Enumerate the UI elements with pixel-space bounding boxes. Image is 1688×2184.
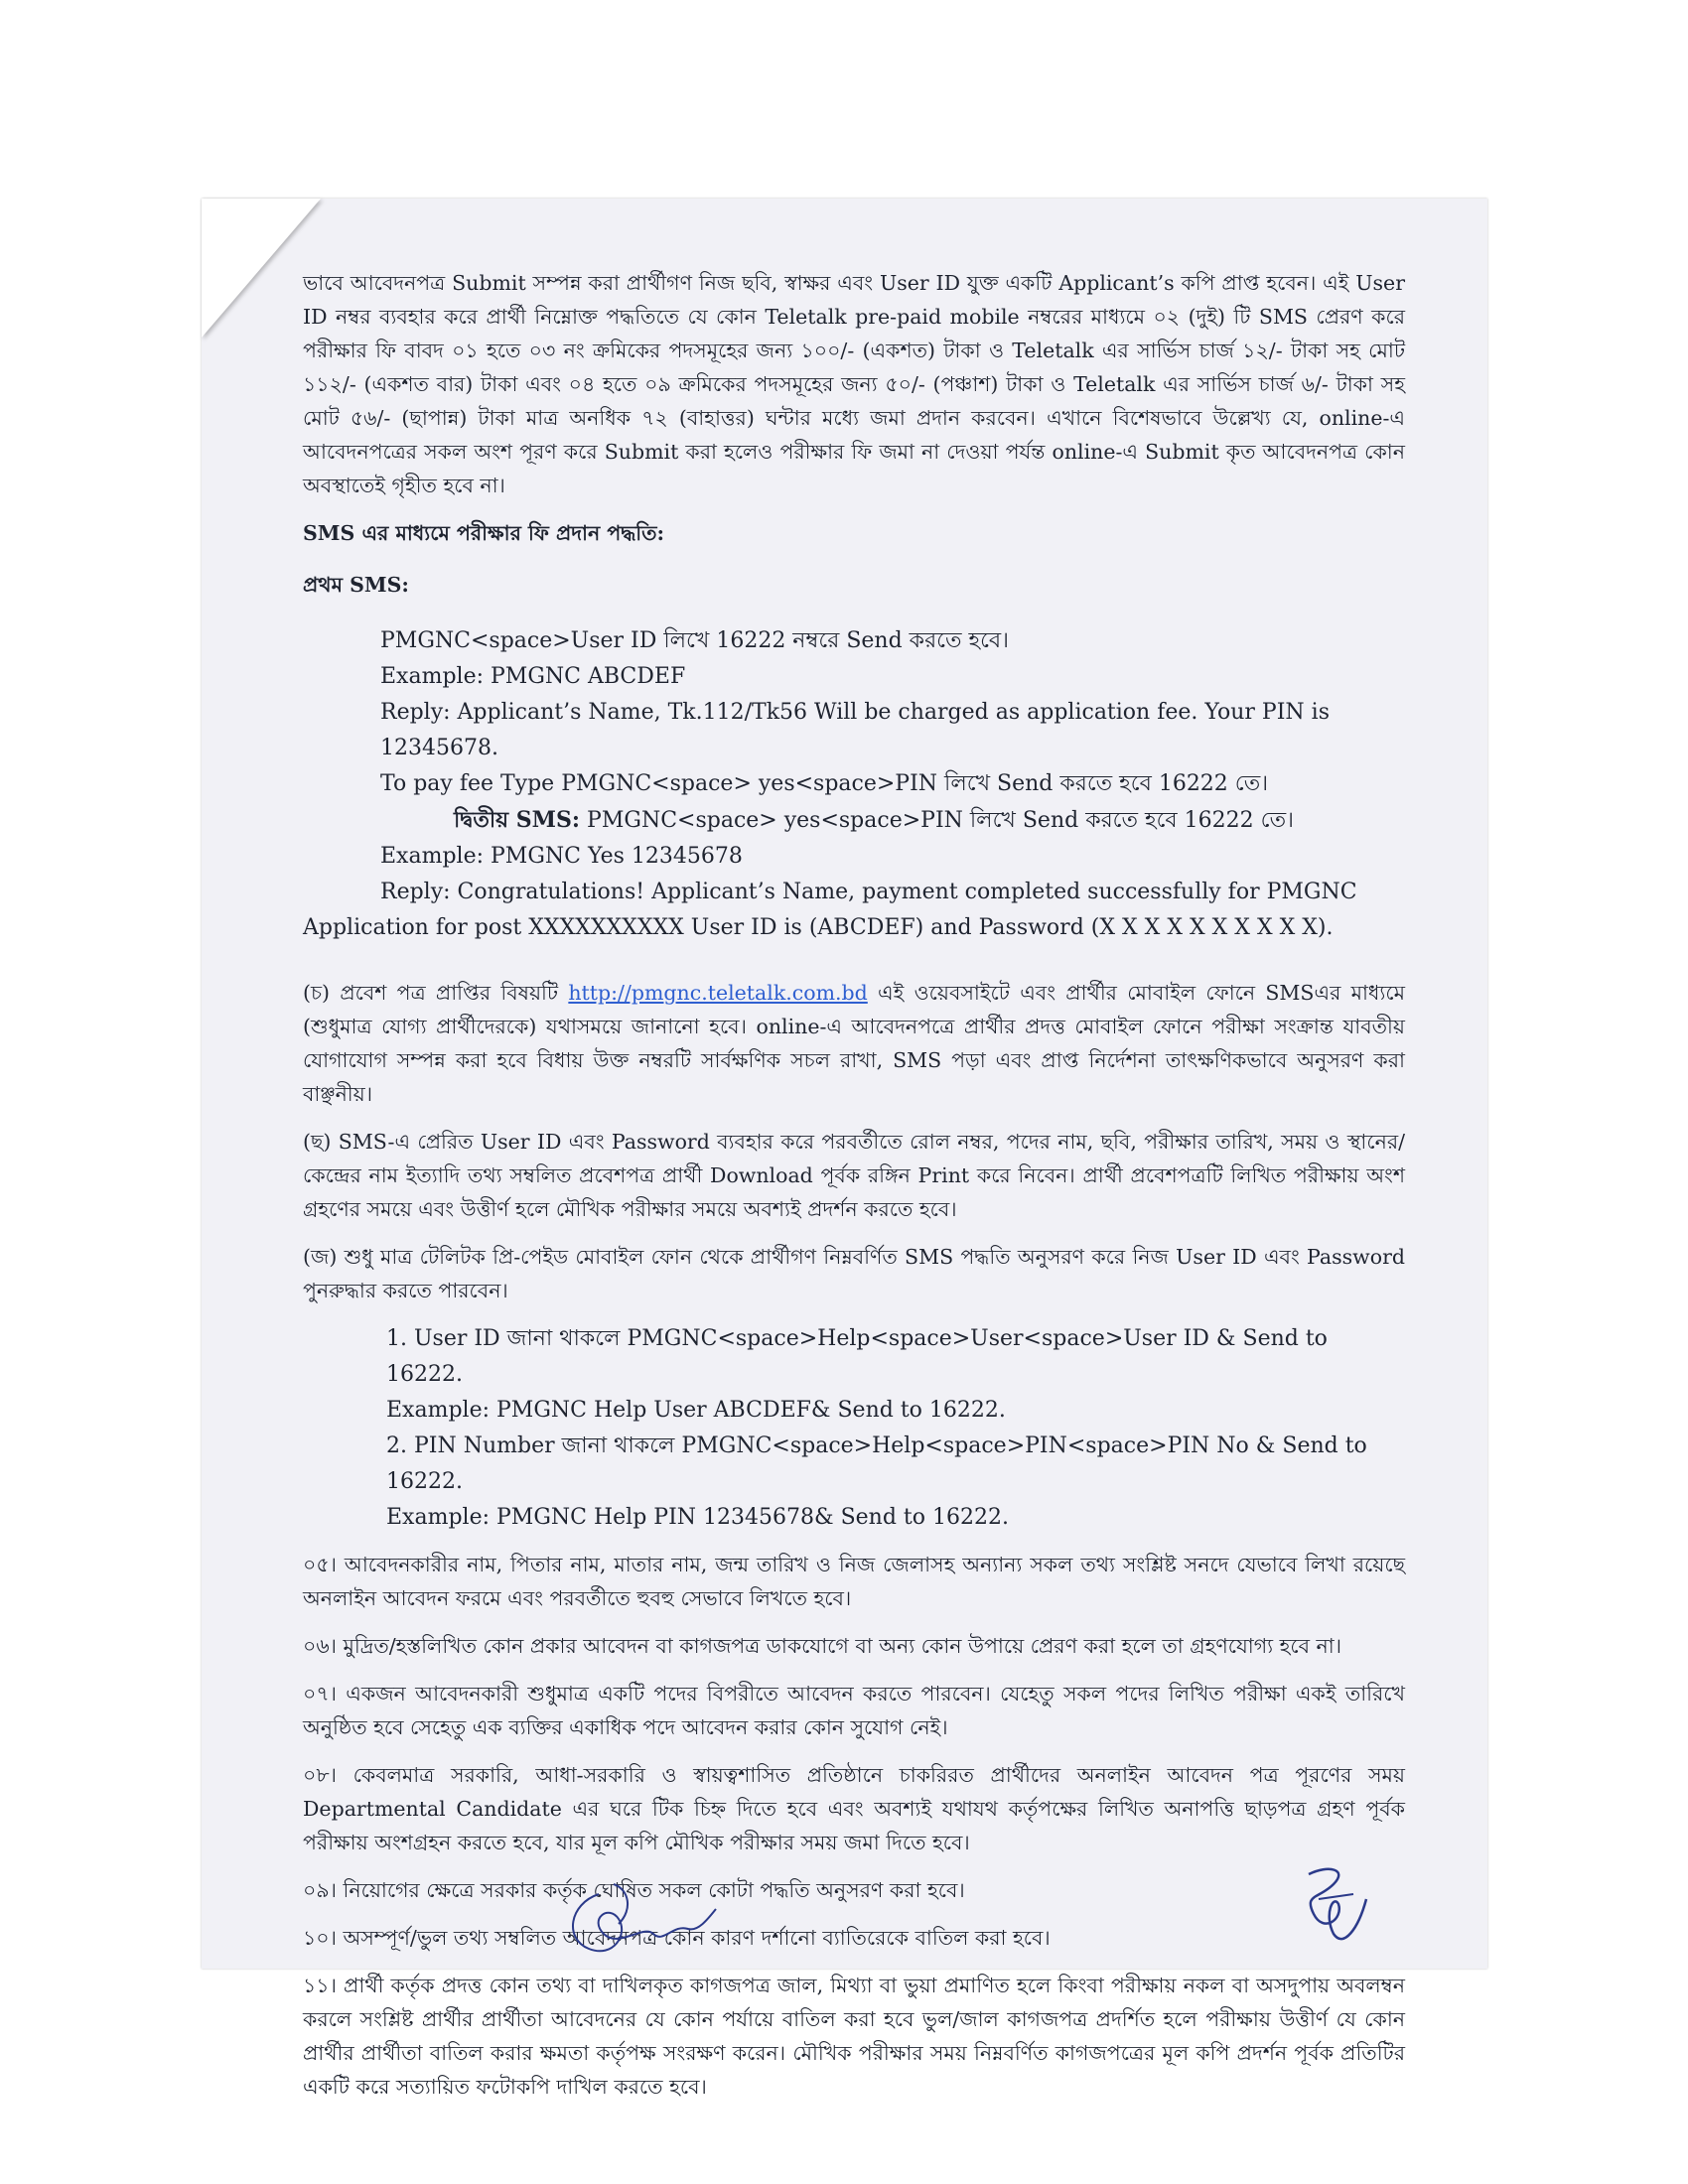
fee-method-heading: SMS এর মাধ্যমে পরীক্ষার ফি প্রদান পদ্ধতি:	[303, 521, 665, 545]
rule-09: ০৯। নিয়োগের ক্ষেত্রে সরকার কর্তৃক ঘোষিত সকল কোটা পদ্ধতি অনুসরণ করা হবে।	[303, 1878, 965, 1902]
signature-area	[202, 1859, 1487, 1969]
rule-10: ১০। অসম্পূর্ণ/ভুল তথ্য সম্বলিত আবেদনপত্র কোন কারণ দর্শানো ব্যাতিরেকে বাতিল করা হবে।	[303, 1926, 1051, 1950]
recovery-line: 2. PIN Number জানা থাকলে PMGNC<space>Help<space>PIN<space>PIN No & Send to 16222.	[386, 1433, 1367, 1494]
admit-card-paragraph	[303, 976, 1405, 1111]
signature-right	[1289, 1859, 1378, 1954]
rule-07: ০৭। একজন আবেদনকারী শুধুমাত্র একটি পদের বিপরীতে আবেদন করতে পারবেন। যেহেতু সকল পদের লিখিত পরীক্ষা একই তারিখে অনুষ্ঠিত হবে সেহেতু এক ব্যক্তির একাধিক পদে আবেদন করার কোন সুযোগ নেই।	[303, 1682, 1405, 1739]
second-sms-text: PMGNC<space> yes<space>PIN লিখে Send করতে হবে 16222 তে।	[580, 808, 1294, 833]
rule-11: ১১। প্রার্থী কর্তৃক প্রদত্ত কোন তথ্য বা দাখিলকৃত কাগজপত্র জাল, মিথ্যা বা ভুয়া প্রমাণিত হলে কিংবা পরীক্ষায় নকল বা অসদুপায় অবলম্বন করলে সংশ্লিষ্ট প্রার্থীর প্রার্থীতা আবেদনের যে কোন পর্যায়ে বাতিল করা হবে ভুল/জাল কাগজপত্র প্রদর্শিত হলে পরীক্ষায় উত্তীর্ণ যে কোন প্রার্থীর প্রার্থীতা বাতিল করার ক্ষমতা কর্তৃপক্ষ সংরক্ষণ করেন। মৌখিক পরীক্ষার সময় নিম্নবর্ণিত কাগজপত্রের মূল কপি প্রদর্শন পূর্বক প্রতিটির একটি করে সত্যায়িত ফটোকপি দাখিল করতে হবে।	[303, 1974, 1405, 2099]
second-sms-label: দ্বিতীয় SMS:	[454, 807, 581, 833]
rule-08: ০৮। কেবলমাত্র সরকারি, আধা-সরকারি ও স্বায়ত্বশাসিত প্রতিষ্ঠানে চাকরিরত প্রার্থীদের অনলাইন আবেদন পত্র পূরণের সময় Departmental Candidate এর ঘরে টিক চিহ্ন দিতে হবে এবং অবশ্যই যথাযথ কর্তৃপক্ষের লিখিত অনাপত্তি ছাড়পত্র গ্রহণ পূর্বক পরীক্ষায় অংশগ্রহন করতে হবে, যার মূল কপি মৌখিক পরীক্ষার সময় জমা দিতে হবে।	[303, 1763, 1405, 1854]
second-sms-line	[303, 802, 1405, 839]
sms-line: PMGNC<space>User ID লিখে 16222 নম্বরে Send করতে হবে।	[380, 628, 1010, 653]
sms-line: To pay fee Type PMGNC<space> yes<space>PIN লিখে Send করতে হবে 16222 তে।	[380, 771, 1269, 796]
download-admit-paragraph: (ছ) SMS-এ প্রেরিত User ID এবং Password ব্যবহার করে পরবর্তীতে রোল নম্বর, পদের নাম, ছবি, পরীক্ষার তারিখ, সময় ও স্থানের/কেন্দ্রের নাম ইত্যাদি তথ্য সম্বলিত প্রবেশপত্র প্রার্থী Download পূর্বক রঙ্গিন Print করে নিবেন। প্রার্থী প্রবেশপত্রটি লিখিত পরীক্ষায় অংশ গ্রহণের সময়ে এবং উত্তীর্ণ হলে মৌখিক পরীক্ষার সময়ে অবশ্যই প্রদর্শন করতে হবে।	[303, 1130, 1405, 1221]
rule-05: ০৫। আবেদনকারীর নাম, পিতার নাম, মাতার নাম, জন্ম তারিখ ও নিজ জেলাসহ অন্যান্য সকল তথ্য সংশ্লিষ্ট সনদে যেভাবে লিখা রয়েছে অনলাইন আবেদন ফরমে এবং পরবর্তীতে হুবহু সেভাবে লিখতে হবে।	[303, 1553, 1405, 1610]
document-body	[303, 266, 1405, 2117]
admit-card-text: এই ওয়েবসাইটে এবং প্রার্থীর মোবাইল ফোনে SMSএর মাধ্যমে (শুধুমাত্র যোগ্য প্রার্থীদেরকে) যথাসময়ে জানানো হবে। online-এ আবেদনপত্রে প্রার্থীর প্রদত্ত মোবাইল ফোনে পরীক্ষা সংক্রান্ত যাবতীয় যোগাযোগ সম্পন্ন করা হবে বিধায় উক্ত নম্বরটি সার্বক্ষণিক সচল রাখা, SMS পড়া এবং প্রাপ্ত নির্দেশনা তাৎক্ষণিকভাবে অনুসরণ করা বাঞ্ছনীয়।	[303, 981, 1405, 1106]
recovery-line: Example: PMGNC Help User ABCDEF& Send to 16222.	[386, 1398, 1006, 1423]
document-page	[202, 199, 1487, 2099]
sms-instructions	[303, 623, 1405, 946]
first-sms-heading: প্রথম SMS:	[303, 573, 409, 597]
intro-paragraph: ভাবে আবেদনপত্র Submit সম্পন্ন করা প্রার্থীগণ নিজ ছবি, স্বাক্ষর এবং User ID যুক্ত একটি Applicant’s কপি প্রাপ্ত হবেন। এই User ID নম্বর ব্যবহার করে প্রার্থী নিম্নোক্ত পদ্ধতিতে যে কোন Teletalk pre-paid mobile নম্বরের মাধ্যমে ০২ (দুই) টি SMS প্রেরণ করে পরীক্ষার ফি বাবদ ০১ হতে ০৩ নং ক্রমিকের পদসমূহের জন্য ১০০/- (একশত) টাকা ও Teletalk এর সার্ভিস চার্জ ১২/- টাকা সহ মোট ১১২/- (একশত বার) টাকা এবং ০৪ হতে ০৯ ক্রমিকের পদসমূহের জন্য ৫০/- (পঞ্চাশ) টাকা ও Teletalk এর সার্ভিস চার্জ ৬/- টাকা সহ মোট ৫৬/- (ছাপান্ন) টাকা মাত্র অনধিক ৭২ (বাহাত্তর) ঘন্টার মধ্যে জমা প্রদান করবেন। এখানে বিশেষভাবে উল্লেখ্য যে, online-এ আবেদনপত্রের সকল অংশ পূরণ করে Submit করা হলেও পরীক্ষার ফি জমা না দেওয়া পর্যন্ত online-এ Submit কৃত আবেদনপত্র কোন অবস্থাতেই গৃহীত হবে না।	[303, 271, 1405, 497]
sms-line: Reply: Applicant’s Name, Tk.112/Tk56 Will be charged as application fee. Your PIN is 12345678.	[380, 700, 1330, 760]
teletalk-website-link[interactable]: http://pmgnc.teletalk.com.bd	[568, 981, 868, 1005]
recovery-line: Example: PMGNC Help PIN 12345678& Send to 16222.	[386, 1505, 1009, 1530]
recovery-paragraph: (জ) শুধু মাত্র টেলিটক প্রি-পেইড মোবাইল ফোন থেকে প্রার্থীগণ নিম্নবর্ণিত SMS পদ্ধতি অনুসরণ করে নিজ User ID এবং Password পুনরুদ্ধার করতে পারবেন।	[303, 1245, 1405, 1302]
recovery-instructions	[303, 1321, 1405, 1536]
sms-reply-line: Application for post XXXXXXXXXX User ID is (ABCDEF) and Password (X X X X X X X X X X).	[303, 915, 1334, 940]
sms-line: Example: PMGNC ABCDEF	[380, 664, 686, 689]
rule-06: ০৬। মুদ্রিত/হস্তলিখিত কোন প্রকার আবেদন বা কাগজপত্র ডাকযোগে বা অন্য কোন উপায়ে প্রেরণ করা হলে তা গ্রহণযোগ্য হবে না।	[303, 1634, 1342, 1658]
recovery-line: 1. User ID জানা থাকলে PMGNC<space>Help<space>User<space>User ID & Send to 16222.	[386, 1326, 1328, 1387]
admit-card-text: (চ) প্রবেশ পত্র প্রাপ্তির বিষয়টি	[303, 981, 569, 1005]
sms-line: Example: PMGNC Yes 12345678	[380, 844, 743, 869]
sms-reply-line: Reply: Congratulations! Applicant’s Name, payment completed successfully for PMGNC	[380, 880, 1357, 904]
signature-left	[559, 1864, 718, 1964]
